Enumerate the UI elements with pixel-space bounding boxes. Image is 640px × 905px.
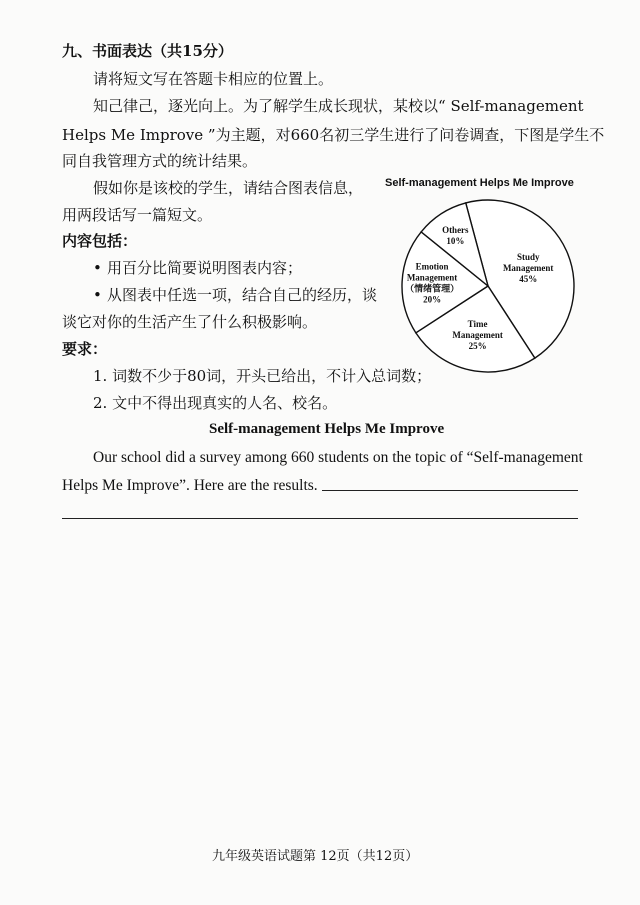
instruction-para1-line3: 同自我管理方式的统计结果。	[62, 152, 258, 170]
pie-chart	[398, 196, 578, 376]
chart-title: Self-management Helps Me Improve	[385, 177, 574, 189]
pie-label-others: Others 10%	[442, 225, 469, 247]
content-bullet-1	[93, 259, 302, 277]
pie-label-study: Study Management 45%	[502, 252, 554, 285]
content-bullet-2	[93, 286, 377, 304]
answer-line-2	[62, 518, 578, 519]
bullet-2-text-line1: 从图表中任选一项，结合自己的经历，谈	[107, 286, 378, 304]
section-title: 九、书面表达（共15分）	[62, 42, 233, 60]
bullet-dot-icon: •	[93, 259, 102, 277]
instruction-para2-line1: 假如你是该校的学生，请结合图表信息，	[93, 179, 364, 197]
essay-line-1: Our school did a survey among 660 students on the topic of “Self-management	[93, 449, 583, 466]
content-heading: 内容包括：	[62, 232, 138, 250]
answer-line-1	[322, 490, 578, 491]
essay-title: Self-management Helps Me Improve	[209, 421, 445, 437]
content-bullet-2-line2: 谈它对你的生活产生了什么积极影响。	[62, 313, 318, 331]
requirement-1: 1. 词数不少于80词，开头已给出，不计入总词数；	[93, 367, 432, 385]
pie-label-emotion: Emotion Management （情绪管理） 20%	[405, 261, 460, 305]
pie-label-time: Time Management 25%	[452, 318, 503, 351]
page-footer: 九年级英语试题第 12页（共12页）	[212, 849, 419, 864]
instruction-para1-line1: 知己律己，逐光向上。为了解学生成长现状，某校以“ Self-management	[93, 97, 584, 115]
essay-line-2: Helps Me Improve”. Here are the results.	[62, 477, 318, 494]
bullet-1-text: 用百分比简要说明图表内容；	[107, 259, 303, 277]
requirements-heading: 要求：	[62, 340, 108, 358]
instruction-para1-line2: Helps Me Improve ”为主题，对660名初三学生进行了问卷调查，下图是学生不	[62, 126, 605, 144]
instruction-answer-sheet: 请将短文写在答题卡相应的位置上。	[93, 70, 334, 88]
instruction-para2-line2: 用两段话写一篇短文。	[62, 206, 213, 224]
requirement-2: 2. 文中不得出现真实的人名、校名。	[93, 394, 338, 412]
bullet-dot-icon: •	[93, 286, 102, 304]
